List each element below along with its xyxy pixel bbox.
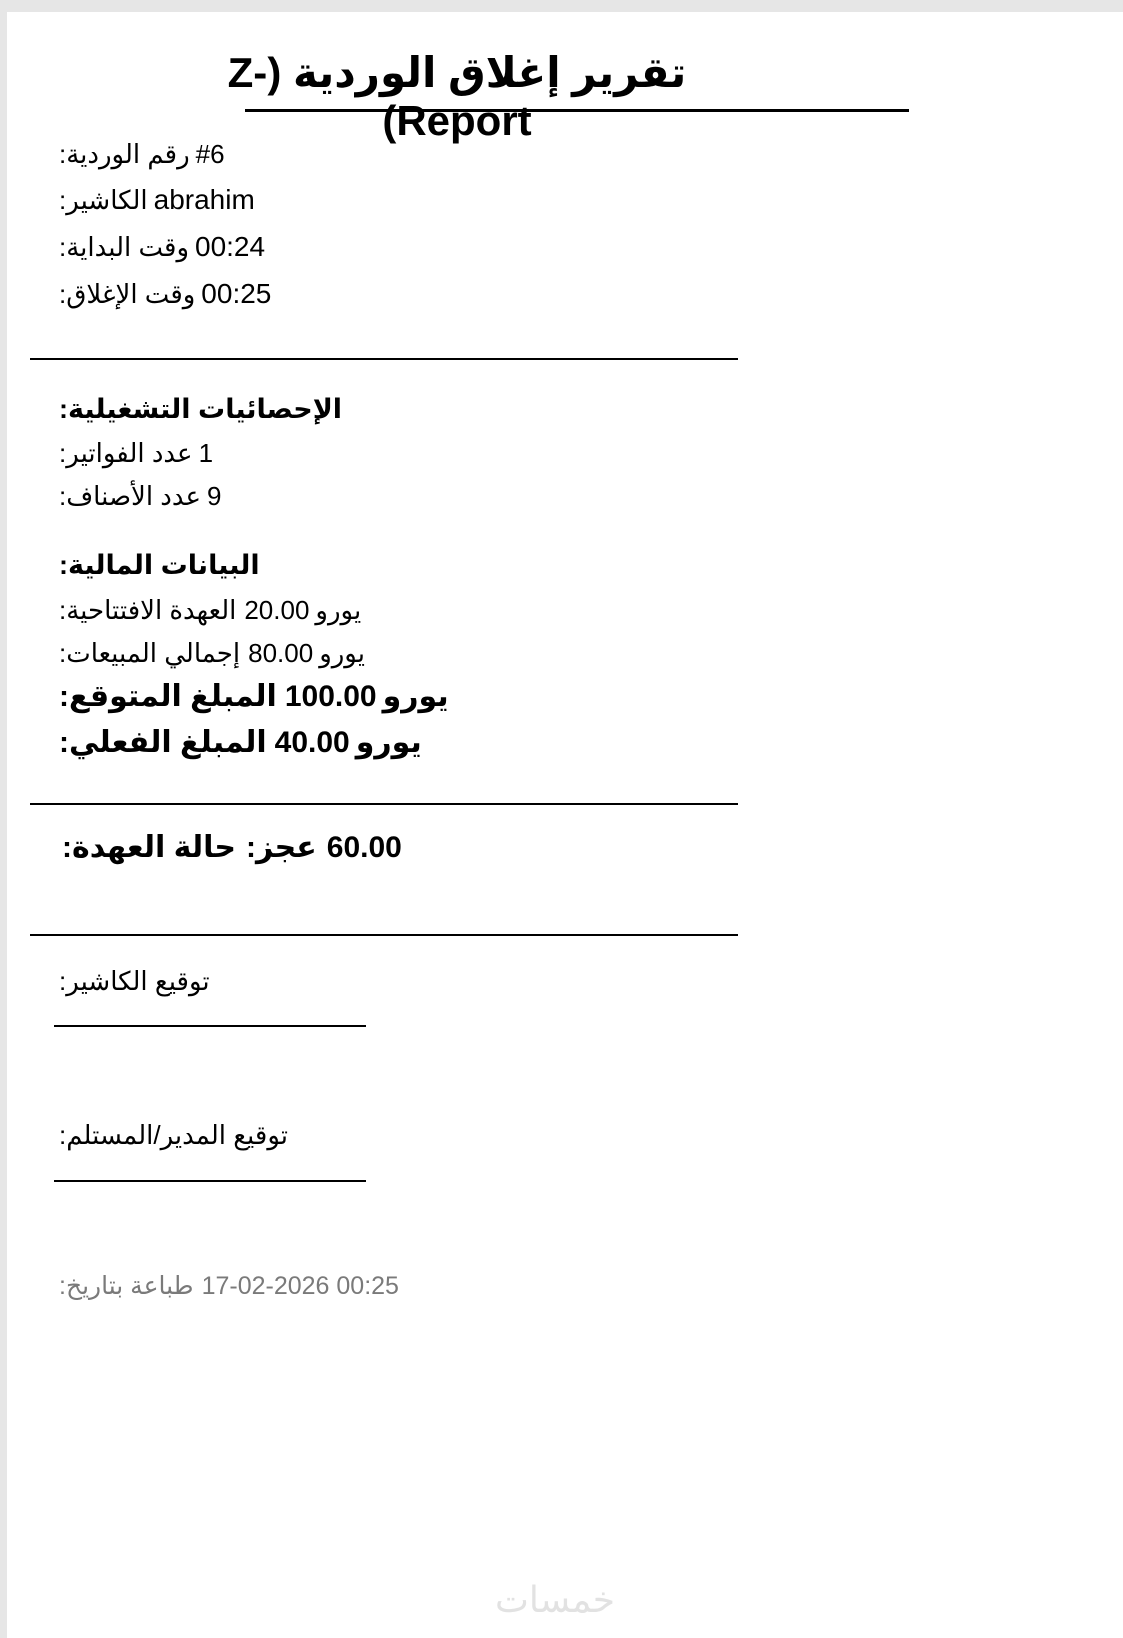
invoices-row	[59, 438, 213, 469]
total-sales-label: إجمالي المبيعات:	[59, 638, 241, 668]
operational-stats-heading: الإحصائيات التشغيلية:	[59, 394, 343, 424]
divider	[30, 803, 738, 805]
expected-row	[59, 679, 449, 714]
start-time-value: 00:24	[195, 231, 266, 262]
cashier-label: الكاشير:	[59, 185, 148, 215]
watermark-logo: خمسات	[495, 1579, 616, 1620]
currency-label: يورو	[355, 726, 422, 759]
expected-value: 100.00	[284, 680, 377, 713]
actual-label: المبلغ الفعلي:	[59, 726, 267, 759]
currency-label: يورو	[315, 595, 362, 625]
float-status-row	[62, 830, 402, 865]
items-label: عدد الأصناف:	[59, 481, 202, 511]
total-sales-value: 80.00	[248, 638, 314, 668]
opening-float-value: 20.00	[244, 595, 310, 625]
cashier-value: abrahim	[153, 184, 255, 215]
cashier-signature-label: توقيع الكاشير:	[59, 966, 210, 996]
divider	[30, 358, 738, 360]
shift-number-label: رقم الوردية:	[59, 139, 190, 169]
manager-signature-label: توقيع المدير/المستلم:	[59, 1120, 288, 1150]
actual-row	[59, 725, 422, 760]
title-underline	[245, 109, 909, 112]
invoices-value: 1	[198, 438, 214, 468]
items-row	[59, 481, 222, 512]
cashier-row	[59, 184, 255, 216]
currency-label: يورو	[319, 638, 365, 668]
report-title: تقرير إغلاق الوردية (Z-Report)	[227, 49, 687, 144]
print-label: طباعة بتاريخ:	[59, 1272, 194, 1300]
items-value: 9	[207, 481, 222, 511]
opening-float-label: العهدة الافتتاحية:	[59, 595, 237, 625]
shift-number-value: #6	[195, 139, 225, 169]
shift-number-row	[59, 139, 225, 170]
float-status-label: حالة العهدة:	[62, 831, 236, 864]
manager-signature-line	[54, 1180, 366, 1182]
close-time-value: 00:25	[201, 278, 272, 309]
total-sales-row	[59, 638, 365, 669]
cashier-signature-line	[54, 1025, 366, 1027]
financial-data-heading: البيانات المالية:	[59, 550, 260, 580]
expected-label: المبلغ المتوقع:	[59, 680, 277, 713]
close-time-label: وقت الإغلاق:	[59, 279, 196, 309]
report-page	[7, 12, 1123, 1638]
opening-float-row	[59, 595, 361, 626]
print-timestamp	[59, 1271, 399, 1301]
float-status-amount: 60.00	[326, 831, 402, 864]
currency-label: يورو	[382, 680, 449, 713]
start-time-label: وقت البداية:	[59, 232, 189, 262]
print-date-value: 17-02-2026 00:25	[201, 1272, 399, 1300]
actual-value: 40.00	[274, 726, 350, 759]
start-time-row	[59, 231, 265, 263]
invoices-label: عدد الفواتير:	[59, 438, 193, 468]
close-time-row	[59, 278, 271, 310]
float-status-value: عجز:	[246, 831, 317, 864]
divider	[30, 934, 738, 936]
